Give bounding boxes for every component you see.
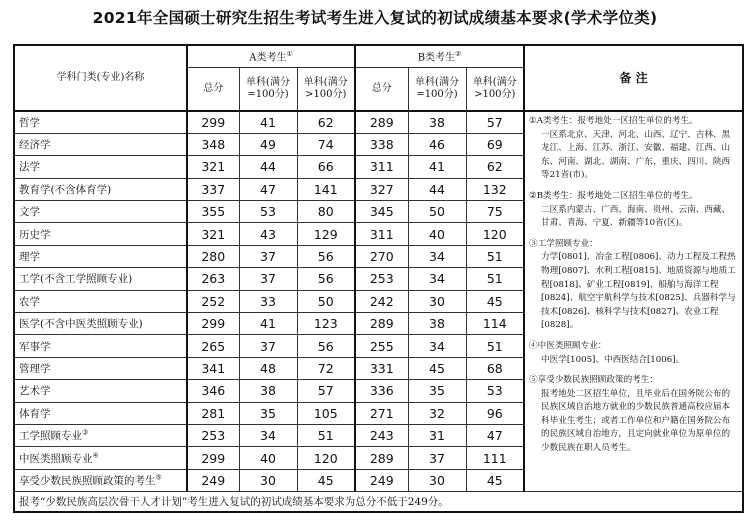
a-single100-score: 33 (239, 290, 297, 312)
subject-label: 经济学 (19, 139, 51, 152)
subject-label: 工学照顾专业 (19, 430, 82, 443)
subject-note-mark: ③ (82, 428, 89, 437)
a-single100p-score: 51 (297, 424, 355, 446)
a-total-score: 341 (187, 357, 239, 379)
a-single100p-score: 80 (297, 201, 355, 223)
score-requirements-table (13, 44, 744, 513)
subject-name (14, 447, 187, 469)
subject-label: 享受少数民族照顾政策的考生 (19, 474, 156, 487)
b-single100p-score: 62 (466, 156, 524, 178)
a-total-score: 348 (187, 133, 239, 155)
subject-label: 教育学(不含体育学) (19, 183, 112, 196)
subject-name (14, 357, 187, 379)
a-total-score: 299 (187, 447, 239, 469)
a-total-score: 263 (187, 268, 239, 290)
a-single100-line2: =100分) (247, 88, 289, 100)
b-single100p-score: 51 (466, 268, 524, 290)
subject-label: 哲学 (19, 116, 40, 129)
b-total-score: 289 (355, 111, 408, 133)
b-single100p-score: 111 (466, 447, 524, 469)
subject-name (14, 313, 187, 335)
a-single100p-score: 105 (297, 402, 355, 424)
subject-name (14, 111, 187, 133)
subject-name (14, 268, 187, 290)
subject-name (14, 156, 187, 178)
a-single100p-score: 72 (297, 357, 355, 379)
b-total-score: 311 (355, 156, 408, 178)
a-single100p-header (297, 67, 355, 111)
subject-label: 工学(不含工学照顾专业) (19, 273, 133, 286)
b-single100p-score: 132 (466, 178, 524, 200)
a-total-score: 281 (187, 402, 239, 424)
a-single100-score: 34 (239, 424, 297, 446)
subject-label: 体育学 (19, 407, 51, 420)
a-single100-score: 43 (239, 223, 297, 245)
a-single100p-score: 129 (297, 223, 355, 245)
a-single100-score: 35 (239, 402, 297, 424)
a-single100p-score: 56 (297, 245, 355, 267)
a-single100-score: 53 (239, 201, 297, 223)
b-total-header: 总分 (355, 67, 408, 111)
b-total-score: 345 (355, 201, 408, 223)
subject-label: 中医类照顾专业 (19, 452, 93, 465)
remark-b-class-title: ②B类考生：报考地处二区招生单位的考生。 (529, 190, 698, 201)
table-row (14, 111, 743, 133)
b-single100-score: 34 (408, 245, 466, 267)
b-single100-score: 50 (408, 201, 466, 223)
a-single100-score: 37 (239, 245, 297, 267)
a-total-header: 总分 (187, 67, 239, 111)
subject-name (14, 133, 187, 155)
subject-label: 医学(不含中医类照顾专业) (19, 318, 143, 331)
subject-name (14, 402, 187, 424)
subject-label: 文学 (19, 206, 40, 219)
b-single100p-score: 114 (466, 313, 524, 335)
footer-row (14, 492, 743, 512)
remark-minority-body: 报考地处二区招生单位，且毕业后在国务院公布的民族区域自治地方就业的少数民族普通高校应届本科毕业生考生；或者工作单位和户籍在国务院公布的民族区域自治地方，且定向就业单位为原单位的少数民族在职人员考生。 (541, 388, 731, 454)
b-total-score: 242 (355, 290, 408, 312)
subject-name (14, 424, 187, 446)
b-single100p-score: 69 (466, 133, 524, 155)
b-single100-score: 38 (408, 313, 466, 335)
remarks-content (524, 111, 743, 492)
a-group-header (187, 45, 355, 67)
subject-label: 农学 (19, 295, 40, 308)
b-total-score: 327 (355, 178, 408, 200)
b-total-score: 311 (355, 223, 408, 245)
b-single100-score: 32 (408, 402, 466, 424)
b-single100p-score: 47 (466, 424, 524, 446)
a-single100-header (239, 67, 297, 111)
remark-b-class-body: 二区系内蒙古、广西、海南、贵州、云南、西藏、甘肃、青海、宁夏、新疆等10省(区)。 (541, 204, 731, 229)
b-single100p-score: 120 (466, 223, 524, 245)
b-single100p-score: 75 (466, 201, 524, 223)
b-single100-score: 45 (408, 357, 466, 379)
page-title: 2021年全国硕士研究生招生考试考生进入复试的初试成绩基本要求(学术学位类) (92, 9, 658, 27)
a-total-score: 321 (187, 223, 239, 245)
a-total-score: 355 (187, 201, 239, 223)
b-single100-score: 40 (408, 223, 466, 245)
subject-note-mark: ⑤ (155, 473, 162, 482)
b-single100-score: 31 (408, 424, 466, 446)
a-single100-score: 49 (239, 133, 297, 155)
b-single100-score: 46 (408, 133, 466, 155)
a-total-score: 337 (187, 178, 239, 200)
a-single100p-score: 50 (297, 290, 355, 312)
subject-name (14, 223, 187, 245)
a-single100p-score: 56 (297, 335, 355, 357)
b-total-score: 271 (355, 402, 408, 424)
a-single100-score: 44 (239, 156, 297, 178)
a-single100-score: 47 (239, 178, 297, 200)
a-group-label: A类考生 (249, 52, 287, 64)
subject-label: 历史学 (19, 228, 51, 241)
a-single100p-score: 120 (297, 447, 355, 469)
a-single100p-score: 74 (297, 133, 355, 155)
b-single100p-score: 45 (466, 469, 524, 491)
b-total-score: 336 (355, 380, 408, 402)
subject-name (14, 335, 187, 357)
b-single100-score: 38 (408, 111, 466, 133)
a-single100p-score: 123 (297, 313, 355, 335)
subject-name (14, 380, 187, 402)
a-single100p-line1: 单科(满分 (303, 76, 348, 88)
remark-a-class-title: ①A类考生：报考地处一区招生单位的考生。 (529, 116, 698, 126)
b-single100-score: 35 (408, 380, 466, 402)
a-total-score: 265 (187, 335, 239, 357)
a-single100-score: 37 (239, 335, 297, 357)
remark-engineering-title: ③工学照顾专业： (529, 238, 598, 249)
a-single100-score: 41 (239, 111, 297, 133)
b-single100p-line1: 单科(满分 (472, 76, 517, 88)
b-total-score: 289 (355, 447, 408, 469)
a-single100-score: 40 (239, 447, 297, 469)
a-single100-score: 48 (239, 357, 297, 379)
b-total-score: 331 (355, 357, 408, 379)
a-single100-score: 30 (239, 469, 297, 491)
a-total-score: 299 (187, 313, 239, 335)
remark-tcm-body: 中医学[1005]、中西医结合[1006]。 (541, 354, 685, 365)
b-single100p-score: 96 (466, 402, 524, 424)
a-total-score: 299 (187, 111, 239, 133)
a-single100p-line2: >100分) (305, 88, 347, 100)
b-single100p-score: 51 (466, 335, 524, 357)
subject-name (14, 178, 187, 200)
a-single100p-score: 62 (297, 111, 355, 133)
b-single100p-score: 45 (466, 290, 524, 312)
b-single100-line2: =100分) (416, 88, 458, 100)
b-single100p-score: 68 (466, 357, 524, 379)
a-single100-score: 38 (239, 380, 297, 402)
subject-name (14, 290, 187, 312)
a-total-score: 280 (187, 245, 239, 267)
a-total-score: 346 (187, 380, 239, 402)
b-single100-score: 41 (408, 156, 466, 178)
b-total-score: 270 (355, 245, 408, 267)
subject-header: 学科门类(专业)名称 (14, 45, 187, 111)
subject-name (14, 245, 187, 267)
b-single100-score: 34 (408, 268, 466, 290)
remark-tcm-title: ④中医类照顾专业： (529, 340, 607, 351)
b-single100-line1: 单科(满分 (415, 76, 459, 88)
subject-name (14, 469, 187, 491)
a-single100-line1: 单科(满分 (246, 76, 290, 88)
b-single100p-score: 51 (466, 245, 524, 267)
a-single100p-score: 57 (297, 380, 355, 402)
subject-label: 理学 (19, 251, 40, 264)
b-single100-score: 30 (408, 469, 466, 491)
b-total-score: 249 (355, 469, 408, 491)
subject-label: 军事学 (19, 340, 51, 353)
a-single100-score: 41 (239, 313, 297, 335)
b-single100-score: 44 (408, 178, 466, 200)
a-total-score: 321 (187, 156, 239, 178)
b-total-score: 338 (355, 133, 408, 155)
a-single100p-score: 66 (297, 156, 355, 178)
b-total-score: 253 (355, 268, 408, 290)
b-total-score: 243 (355, 424, 408, 446)
b-single100p-header (466, 67, 524, 111)
subject-name (14, 201, 187, 223)
a-single100p-score: 141 (297, 178, 355, 200)
table-body (14, 45, 743, 512)
b-single100-score: 34 (408, 335, 466, 357)
a-group-note-mark: ① (286, 50, 293, 59)
b-single100-score: 37 (408, 447, 466, 469)
remark-engineering-body: 力学[0801]、冶金工程[0806]、动力工程及工程热物理[0807]、水利工程[0815]、地质资源与地质工程[0818]、矿业工程[0819]、船舶与海洋工程[0824]、航空宇航科学与技术[0825]、兵器科学与技术[0826]、核科学与技术[0827]、农业工程[0828]。 (541, 252, 736, 331)
subject-label: 法学 (19, 161, 40, 174)
footer-note: 报考“少数民族高层次骨干人才计划”考生进入复试的初试成绩基本要求为总分不低于249分。 (14, 492, 743, 512)
subject-label: 管理学 (19, 362, 51, 375)
b-group-label: B类考生 (417, 52, 456, 64)
b-single100p-score: 53 (466, 380, 524, 402)
a-single100p-score: 45 (297, 469, 355, 491)
remark-a-class-body: 一区系北京、天津、河北、山西、辽宁、吉林、黑龙江、上海、江苏、浙江、安徽、福建、江西、山东、河南、湖北、湖南、广东、重庆、四川、陕西等21省(市)。 (541, 129, 731, 181)
remark-minority-title: ⑤享受少数民族照顾政策的考生： (529, 375, 658, 386)
b-single100-header (408, 67, 466, 111)
a-total-score: 253 (187, 424, 239, 446)
b-group-note-mark: ② (455, 50, 462, 59)
b-total-score: 255 (355, 335, 408, 357)
a-total-score: 249 (187, 469, 239, 491)
subject-note-mark: ④ (92, 451, 99, 460)
a-single100p-score: 56 (297, 268, 355, 290)
subject-label: 艺术学 (19, 385, 51, 398)
a-single100-score: 37 (239, 268, 297, 290)
b-single100p-line2: >100分) (474, 88, 516, 100)
b-single100-score: 30 (408, 290, 466, 312)
b-single100p-score: 57 (466, 111, 524, 133)
remarks-header: 备 注 (524, 45, 743, 111)
b-total-score: 289 (355, 313, 408, 335)
b-group-header (355, 45, 524, 67)
a-total-score: 252 (187, 290, 239, 312)
